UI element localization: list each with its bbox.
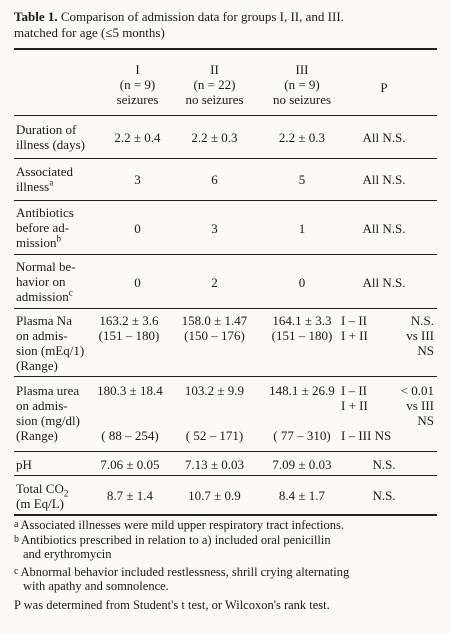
urea-g1-range: ( 88 – 254) <box>101 428 159 443</box>
row-label-normal: Normal be- havior on admission$^c$ <box>16 259 76 304</box>
row-label-co2: Total $CO_2$ (m Eq/L) <box>16 481 69 511</box>
sodium-g1: 163.2 ± 3.6 (151 – 180) <box>98 313 160 343</box>
caption-text: Comparison of admission data for groups I, II, and III. <box>60 9 344 24</box>
footnote-c: $^c$ Abnormal behavior included restlessness, shrill crying alternating with apathy and somnolence. <box>14 565 350 593</box>
header-group-1: I (n = 9) seizures <box>116 62 159 107</box>
header-group-3: III (n = 9) no seizures <box>272 62 332 107</box>
row-rule <box>14 475 437 476</box>
associated-p: All N.S. <box>362 172 406 187</box>
sodium-p-compare: I – II I + II <box>341 313 368 343</box>
ph-g1: 7.06 ± 0.05 <box>100 457 160 472</box>
caption-text-2: matched for age (≤5 months) <box>14 25 165 40</box>
normal-g1: 0 <box>134 275 141 290</box>
row-rule <box>14 308 437 309</box>
urea-g1-mean: 180.3 ± 18.4 <box>97 383 163 398</box>
antibiotics-g1: 0 <box>134 221 141 236</box>
row-label-ph: pH <box>16 457 32 472</box>
co2-p: N.S. <box>372 488 396 503</box>
row-rule <box>14 376 437 377</box>
co2-g2: 10.7 ± 0.9 <box>188 488 241 503</box>
urea-g3-mean: 148.1 ± 26.9 <box>269 383 335 398</box>
duration-g1: 2.2 ± 0.4 <box>114 130 161 145</box>
urea-g3-range: ( 77 – 310) <box>273 428 331 443</box>
footnote-a: $^a$ Associated illnesses were mild upper respiratory tract infections. <box>14 518 344 532</box>
table-label: Table 1. <box>14 9 58 24</box>
row-label-duration: Duration of illness (days) <box>16 122 85 152</box>
row-rule <box>14 200 437 201</box>
sodium-p-values: N.S. vs III NS <box>406 313 434 358</box>
co2-g3: 8.4 ± 1.7 <box>278 488 326 503</box>
urea-g2-mean: 103.2 ± 9.9 <box>184 383 245 398</box>
urea-p-compare: I – II I + II <box>341 383 368 413</box>
header-p: P <box>380 80 388 95</box>
urea-p-values: < 0.01 vs III NS <box>400 383 434 428</box>
row-rule <box>14 158 437 159</box>
ph-p: N.S. <box>372 457 396 472</box>
duration-g3: 2.2 ± 0.3 <box>278 130 326 145</box>
normal-g3: 0 <box>298 275 306 290</box>
urea-g2-range: ( 52 – 171) <box>185 428 244 443</box>
associated-g3: 5 <box>298 172 306 187</box>
ph-g2: 7.13 ± 0.03 <box>184 457 245 472</box>
urea-p-13: I – III NS <box>341 428 392 443</box>
top-rule <box>14 48 437 50</box>
normal-g2: 2 <box>211 275 218 290</box>
footnote-b: $^b$ Antibiotics prescribed in relation to a) included oral penicillin and erythromycin <box>14 533 331 561</box>
row-label-sodium: Plasma Na on admis- sion (mEq/1) (Range) <box>16 313 85 373</box>
bottom-rule <box>14 514 437 516</box>
table-caption <box>14 9 439 41</box>
row-rule <box>14 451 437 452</box>
duration-g2: 2.2 ± 0.3 <box>191 130 238 145</box>
antibiotics-p: All N.S. <box>362 221 406 236</box>
antibiotics-g3: 1 <box>298 221 306 236</box>
antibiotics-g2: 3 <box>211 221 218 236</box>
sodium-g3: 164.1 ± 3.3 (151 – 180) <box>271 313 333 343</box>
row-label-associated: Associated illness$^a$ <box>16 164 74 194</box>
co2-g1: 8.7 ± 1.4 <box>106 488 154 503</box>
header-group-2: II (n = 22) no seizures <box>185 62 244 107</box>
header-rule <box>14 115 437 116</box>
normal-p: All N.S. <box>362 275 406 290</box>
ph-g3: 7.09 ± 0.03 <box>272 457 332 472</box>
duration-p: All N.S. <box>362 130 406 145</box>
row-label-antibiotics: Antibiotics before ad- mission$^b$ <box>16 205 74 250</box>
sodium-g2: 158.0 ± 1.47 (150 – 176) <box>181 313 248 343</box>
row-rule <box>14 254 437 255</box>
row-label-urea: Plasma urea on admis- sion (mg/dl) (Range) <box>16 383 80 443</box>
footnote-p: P was determined from Student's t test, or Wilcoxon's rank test. <box>14 598 330 612</box>
associated-g2: 6 <box>211 172 218 187</box>
associated-g1: 3 <box>134 172 141 187</box>
